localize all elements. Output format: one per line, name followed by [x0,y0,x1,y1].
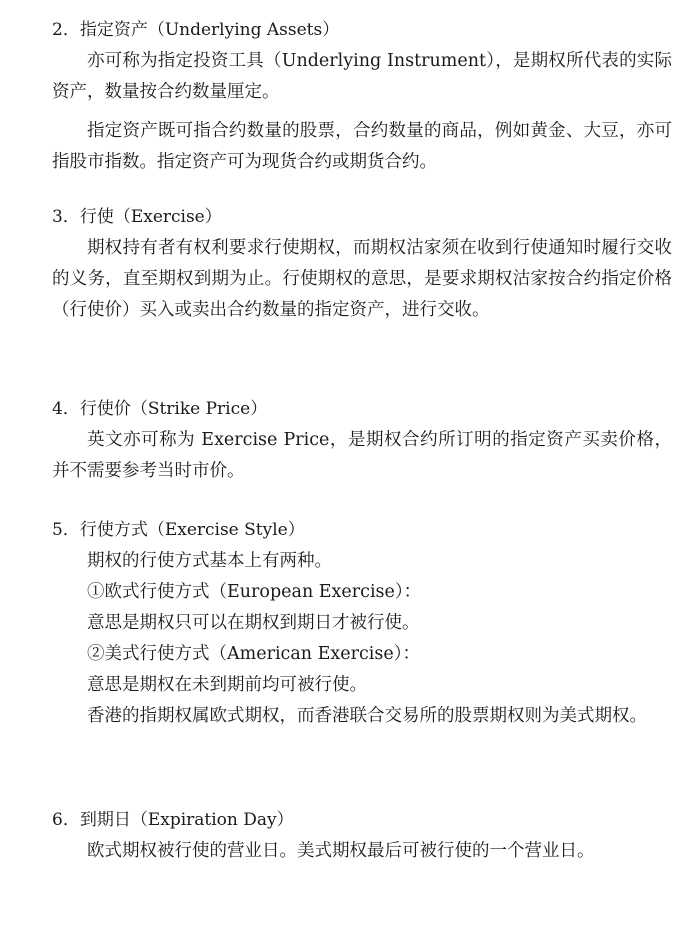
list-item: ②美式行使方式（American Exercise）： [87,644,420,664]
list-item: 期权的行使方式基本上有两种。 [87,551,332,571]
section-heading: 5．行使方式（Exercise Style） [52,520,305,540]
section-paragraph: 指定资产既可指合约数量的股票，合约数量的商品，例如黄金、大豆，亦可指股市指数。指定资产可为现货合约或期货合约。 [52,121,672,172]
section-heading: 2．指定资产（Underlying Assets） [52,20,340,40]
list-item: 意思是期权只可以在期权到期日才被行使。 [87,613,420,633]
list-item: ①欧式行使方式（European Exercise）： [87,582,422,602]
section-paragraph: 期权持有者有权利要求行使期权，而期权沽家须在收到行使通知时履行交收的义务，直至期权到期为止。行使期权的意思，是要求期权沽家按合约指定价格（行使价）买入或卖出合约数量的指定资产，进行交收。 [52,238,672,320]
section-heading: 6．到期日（Expiration Day） [52,810,294,830]
section-expiration-day [52,808,672,867]
section-paragraph: 香港的指期权属欧式期权，而香港联合交易所的股票期权则为美式期权。 [87,706,647,726]
section-heading: 3．行使（Exercise） [52,207,222,227]
section-heading: 4．行使价（Strike Price） [52,399,268,419]
section-exercise-style [52,518,672,732]
section-paragraph: 欧式期权被行使的营业日。美式期权最后可被行使的一个营业日。 [87,841,595,861]
section-paragraph: 英文亦可称为 Exercise Price，是期权合约所订明的指定资产买卖价格，并不需要参考当时市价。 [52,430,672,481]
section-paragraph: 亦可称为指定投资工具（Underlying Instrument），是期权所代表的实际资产，数量按合约数量厘定。 [52,51,672,102]
section-strike-price [52,397,672,487]
list-item: 意思是期权在未到期前均可被行使。 [87,675,367,695]
section-underlying-assets [52,18,672,178]
section-exercise [52,205,672,326]
